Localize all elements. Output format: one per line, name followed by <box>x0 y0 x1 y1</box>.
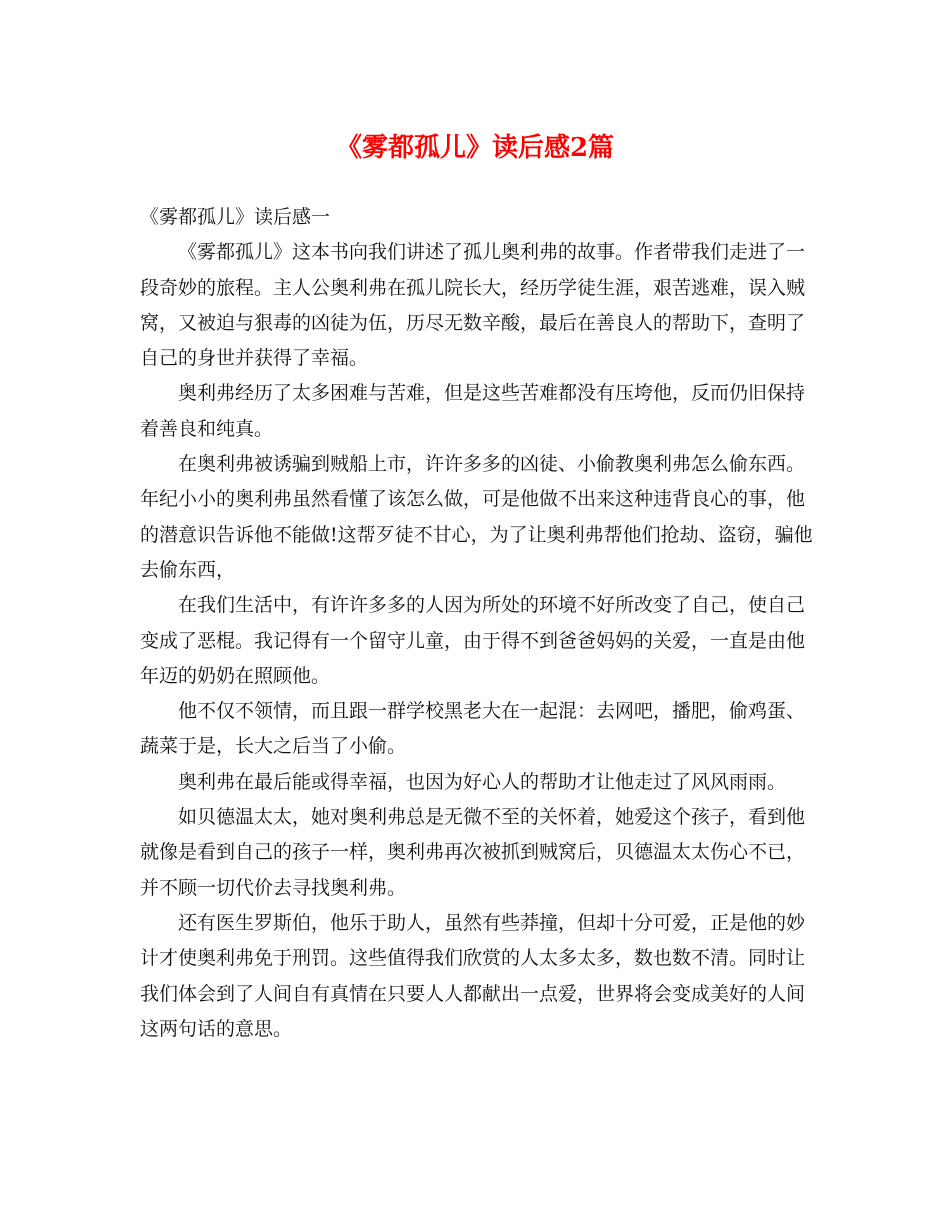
paragraph: 《雾都孤儿》这本书向我们讲述了孤儿奥利弗的故事。作者带我们走进了一段奇妙的旅程。主人公奥利弗在孤儿院长大，经历学徒生涯，艰苦逃难，误入贼窝，又被迫与狠毒的凶徒为伍，历尽无数辛酸，最后在善良人的帮助下，查明了自己的身世并获得了幸福。 <box>140 241 806 370</box>
paragraph: 他不仅不领情，而且跟一群学校黑老大在一起混：去网吧，播肥，偷鸡蛋、蔬菜于是，长大之后当了小偷。 <box>140 700 806 758</box>
paragraph: 在我们生活中，有许许多多的人因为所处的环境不好所改变了自己，使自己变成了恶棍。我记得有一个留守儿童，由于得不到爸爸妈妈的关爱，一直是由他年迈的奶奶在照顾他。 <box>140 594 806 687</box>
paragraph: 奥利弗在最后能或得幸福，也因为好心人的帮助才让他走过了风风雨雨。 <box>178 770 787 793</box>
document-title: 《雾都孤儿》读后感2篇 <box>335 133 615 163</box>
paragraph: 还有医生罗斯伯，他乐于助人，虽然有些莽撞，但却十分可爱，正是他的妙计才使奥利弗免于刑罚。这些值得我们欣赏的人太多太多，数也数不清。同时让我们体会到了人间自有真情在只要人人都献出一点爱，世界将会变成美好的人间这两句话的意思。 <box>140 911 806 1040</box>
paragraph: 在奥利弗被诱骗到贼船上市，许许多多的凶徒、小偷教奥利弗怎么偷东西。年纪小小的奥利弗虽然看懂了该怎么做，可是他做不出来这种违背良心的事，他的潜意识告诉他不能做!这帮歹徒不甘心，为了让奥利弗帮他们抢劫、盗窃，骗他去偷东西， <box>140 453 813 581</box>
document-body <box>140 200 820 1047</box>
section-heading: 《雾都孤儿》读后感一 <box>140 206 331 228</box>
paragraph: 如贝德温太太，她对奥利弗总是无微不至的关怀着，她爱这个孩子，看到他就像是看到自己的孩子一样，奥利弗再次被抓到贼窝后，贝德温太太伤心不已，并不顾一切代价去寻找奥利弗。 <box>140 806 806 899</box>
paragraph: 奥利弗经历了太多困难与苦难，但是这些苦难都没有压垮他，反而仍旧保持着善良和纯真。 <box>140 382 806 440</box>
